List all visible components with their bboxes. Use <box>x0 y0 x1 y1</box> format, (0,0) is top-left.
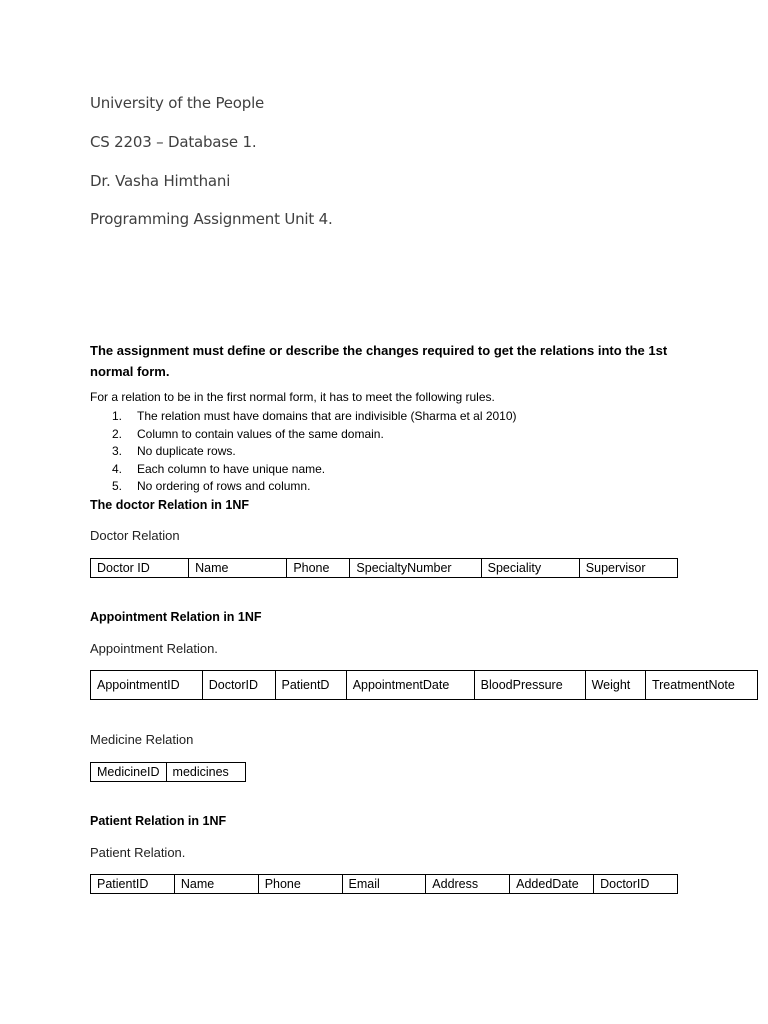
intro-text: For a relation to be in the first normal form, it has to meet the following rules. <box>90 390 495 404</box>
patient-table <box>90 874 678 894</box>
rule-text: Each column to have unique name. <box>137 461 326 476</box>
table-cell: Speciality <box>481 559 579 578</box>
rule-item <box>90 426 517 444</box>
table-cell: Name <box>174 875 258 894</box>
table-row <box>91 875 678 894</box>
table-cell: AddedDate <box>510 875 594 894</box>
table-cell: DoctorID <box>594 875 678 894</box>
table-cell: Address <box>426 875 510 894</box>
medicine-label: Medicine Relation <box>90 732 194 747</box>
table-cell: Supervisor <box>579 559 677 578</box>
doctor-label: Doctor Relation <box>90 528 180 543</box>
appointment-heading: Appointment Relation in 1NF <box>90 610 262 624</box>
table-cell: Phone <box>258 875 342 894</box>
table-cell: Doctor ID <box>91 559 189 578</box>
rule-number: 3. <box>112 444 123 458</box>
rule-text: Column to contain values of the same domain. <box>137 426 384 441</box>
table-cell: AppointmentID <box>91 671 203 700</box>
medicine-table <box>90 762 246 782</box>
rule-number: 5. <box>112 479 123 493</box>
rule-item <box>90 443 517 461</box>
rule-item <box>90 478 517 496</box>
assignment-title: Programming Assignment Unit 4. <box>90 210 333 228</box>
table-row <box>91 671 758 700</box>
rule-number: 4. <box>112 461 123 476</box>
rule-item <box>90 461 517 479</box>
table-cell: Phone <box>287 559 350 578</box>
table-cell: Weight <box>585 671 645 700</box>
table-cell: SpecialtyNumber <box>350 559 481 578</box>
table-cell: BloodPressure <box>474 671 585 700</box>
table-cell: TreatmentNote <box>645 671 757 700</box>
appointment-table <box>90 670 758 700</box>
university-name: University of the People <box>90 94 265 112</box>
table-cell: medicines <box>166 763 245 782</box>
appointment-label: Appointment Relation. <box>90 641 218 656</box>
intro-heading: The assignment must define or describe the changes required to get the relations into the 1st normal form. <box>90 343 668 379</box>
rule-number: 2. <box>112 426 123 441</box>
rule-text: No duplicate rows. <box>137 444 236 458</box>
table-cell: PatientD <box>275 671 346 700</box>
rules-list <box>90 408 517 496</box>
patient-label: Patient Relation. <box>90 845 186 860</box>
table-cell: AppointmentDate <box>346 671 474 700</box>
rule-item <box>90 408 517 426</box>
doctor-table <box>90 558 678 578</box>
table-cell: Name <box>189 559 287 578</box>
table-row <box>91 763 246 782</box>
table-cell: MedicineID <box>91 763 167 782</box>
rule-text: No ordering of rows and column. <box>137 479 311 493</box>
table-row <box>91 559 678 578</box>
rule-text: The relation must have domains that are indivisible (Sharma et al 2010) <box>137 409 517 423</box>
instructor-name: Dr. Vasha Himthani <box>90 172 231 190</box>
course-name: CS 2203 – Database 1. <box>90 133 257 151</box>
table-cell: PatientID <box>91 875 175 894</box>
patient-heading: Patient Relation in 1NF <box>90 814 227 828</box>
rule-number: 1. <box>112 409 123 423</box>
doctor-heading: The doctor Relation in 1NF <box>90 498 250 512</box>
table-cell: DoctorID <box>202 671 275 700</box>
table-cell: Email <box>342 875 426 894</box>
